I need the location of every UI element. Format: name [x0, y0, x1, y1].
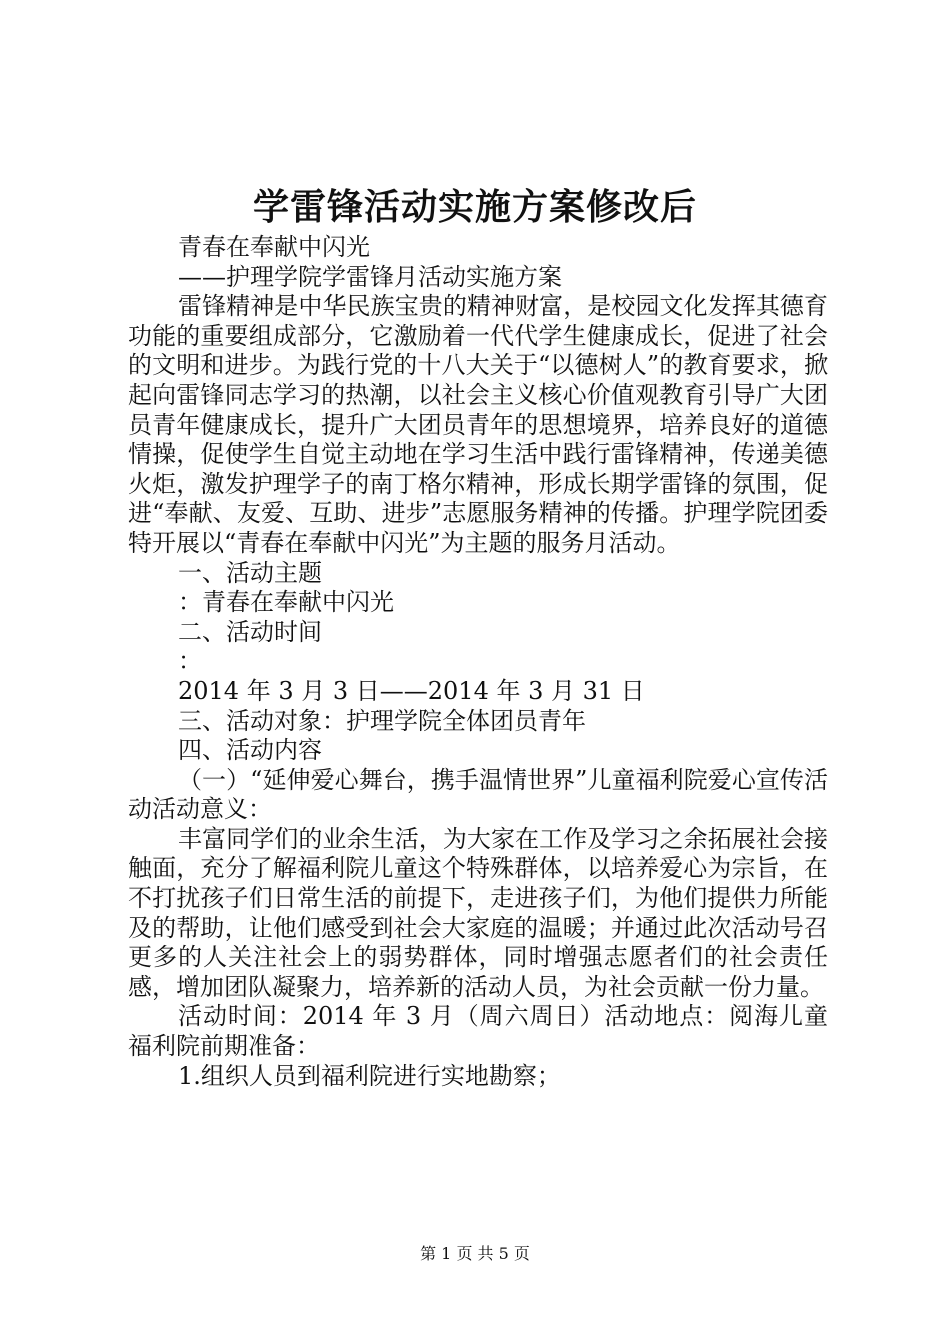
section-heading-theme: 一、活动主题 — [178, 558, 322, 587]
section-heading-target: 三、活动对象：护理学院全体团员青年 — [178, 706, 586, 735]
intro-paragraph: 雷锋精神是中华民族宝贵的精神财富，是校园文化发挥其德育功能的重要组成部分，它激励着一代代学生健康成长，促进了社会的文明和进步。为践行党的十八大关于“以德树人”的教育要求，掀起向雷锋同志学习的热潮，以社会主义核心价值观教育引导广大团员青年健康成长，提升广大团员青年的思想境界，培养良好的道德情操，促使学生自觉主动地在学习生活中践行雷锋精神，传递美德火炬，激发护理学子的南丁格尔精神，形成长期学雷锋的氛围，促进“奉献、友爱、互助、进步”志愿服务精神的传播。护理学院团委特开展以“青春在奉献中闪光”为主题的服务月活动。 — [128, 292, 828, 557]
preparation-item-1: 1.组织人员到福利院进行实地勘察； — [178, 1061, 561, 1090]
page-footer: 第 1 页 共 5 页 — [420, 1244, 530, 1263]
activity-one-time-place: 活动时间：2014 年 3 月（周六周日）活动地点：阅海儿童福利院前期准备： — [128, 1002, 828, 1061]
activity-one-title: （一）“延伸爱心舞台，携手温情世界”儿童福利院爱心宣传活动活动意义： — [128, 765, 828, 824]
section-heading-content: 四、活动内容 — [178, 736, 322, 765]
subtitle-line-2: ——护理学院学雷锋月活动实施方案 — [178, 262, 562, 291]
section-heading-time: 二、活动时间 — [178, 617, 322, 646]
activity-one-meaning: 丰富同学们的业余生活，为大家在工作及学习之余拓展社会接触面，充分了解福利院儿童这个特殊群体，以培养爱心为宗旨，在不打扰孩子们日常生活的前提下，走进孩子们，为他们提供力所能及的帮助，让他们感受到社会大家庭的温暖；并通过此次活动号召更多的人关注社会上的弱势群体，同时增强志愿者们的社会责任感，增加团队凝聚力，培养新的活动人员，为社会贡献一份力量。 — [128, 824, 828, 1001]
time-colon: ： — [178, 647, 202, 676]
theme-value: ：青春在奉献中闪光 — [178, 588, 394, 617]
document-body — [128, 233, 828, 1091]
subtitle-line: 青春在奉献中闪光 — [178, 233, 370, 261]
document-title: 学雷锋活动实施方案修改后 — [252, 186, 697, 228]
time-value: 2014 年 3 月 3 日——2014 年 3 月 31 日 — [178, 676, 645, 705]
